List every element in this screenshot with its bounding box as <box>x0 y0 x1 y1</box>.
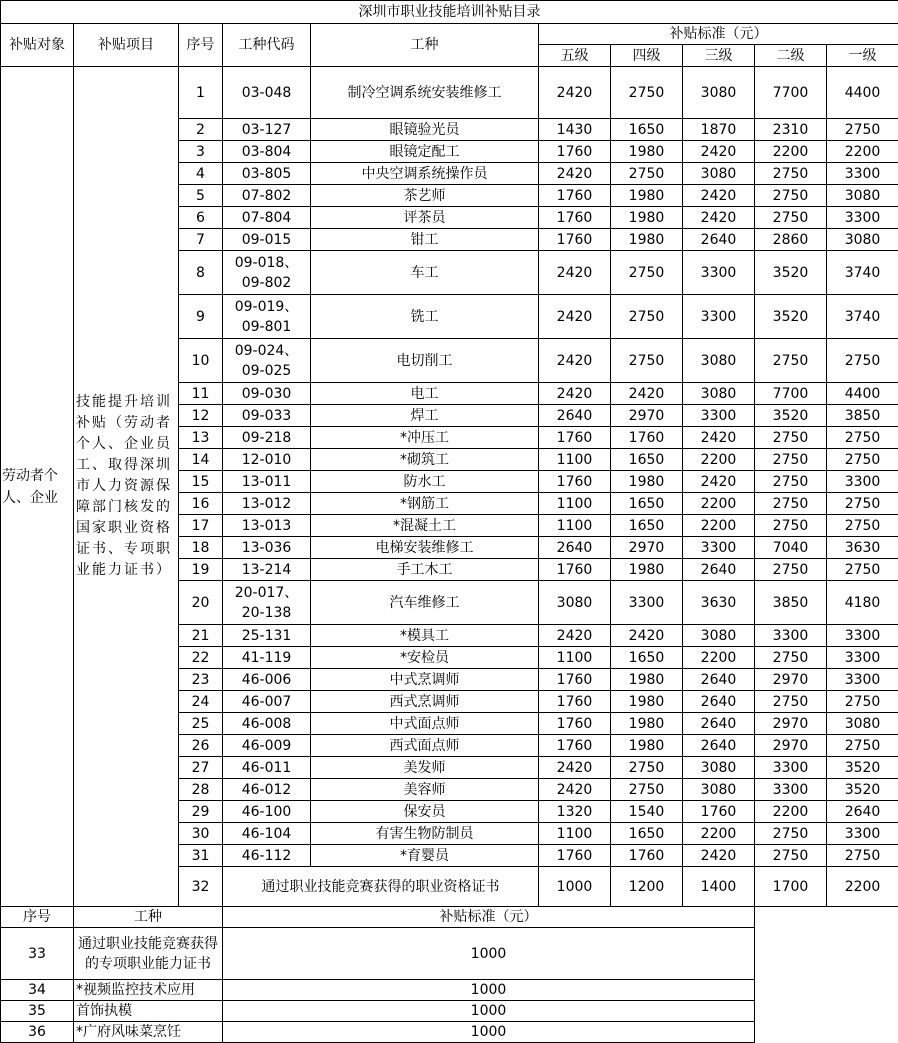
value-cell: 3520 <box>755 405 827 427</box>
trade-cell: *砌筑工 <box>311 449 539 471</box>
code-cell: 46-008 <box>223 713 311 735</box>
value-cell: 2970 <box>755 669 827 691</box>
code-cell: 25-131 <box>223 625 311 647</box>
value-cell: 1650 <box>611 119 683 141</box>
value-cell: 2970 <box>755 713 827 735</box>
value-cell: 2750 <box>755 207 827 229</box>
value-cell: 1100 <box>539 493 611 515</box>
value-cell: 2420 <box>539 67 611 119</box>
value-cell: 4180 <box>827 581 898 625</box>
header-target: 补贴对象 <box>1 24 74 67</box>
code-cell: 09-030 <box>223 383 311 405</box>
value-cell: 2200 <box>683 823 755 845</box>
value-cell: 2420 <box>539 339 611 383</box>
value-cell: 2970 <box>611 405 683 427</box>
value-cell: 1650 <box>611 515 683 537</box>
value-cell: 2750 <box>827 845 898 867</box>
seq-cell: 25 <box>179 713 223 735</box>
trade-cell: 防水工 <box>311 471 539 493</box>
trade-cell: 有害生物防制员 <box>311 823 539 845</box>
value-cell: 1000 <box>223 928 755 980</box>
value-cell: 1650 <box>611 647 683 669</box>
trade-cell: *混凝土工 <box>311 515 539 537</box>
seq-cell: 14 <box>179 449 223 471</box>
value-cell: 1980 <box>611 735 683 757</box>
value-cell: 1700 <box>755 867 827 907</box>
value-cell: 1100 <box>539 449 611 471</box>
trade-cell: 中式烹调师 <box>311 669 539 691</box>
code-line: 20-138 <box>223 603 310 623</box>
value-cell: 3080 <box>827 713 898 735</box>
seq-cell: 19 <box>179 559 223 581</box>
value-cell: 2420 <box>611 625 683 647</box>
seq-cell: 11 <box>179 383 223 405</box>
value-cell: 1000 <box>539 867 611 907</box>
value-cell: 1760 <box>539 229 611 251</box>
seq-cell: 18 <box>179 537 223 559</box>
value-cell: 2750 <box>827 515 898 537</box>
seq-cell: 13 <box>179 427 223 449</box>
value-cell: 2420 <box>611 383 683 405</box>
table-title: 深圳市职业技能培训补贴目录 <box>1 1 898 24</box>
value-cell: 2420 <box>539 295 611 339</box>
value-cell: 1000 <box>223 1022 755 1043</box>
value-cell: 2750 <box>611 779 683 801</box>
subheader-row <box>1 907 898 928</box>
value-cell: 1760 <box>539 845 611 867</box>
value-cell: 7040 <box>755 537 827 559</box>
value-cell: 2750 <box>755 647 827 669</box>
value-cell: 2750 <box>611 757 683 779</box>
code-cell: 13-036 <box>223 537 311 559</box>
value-cell: 1980 <box>611 207 683 229</box>
value-cell: 3080 <box>827 229 898 251</box>
value-cell: 1980 <box>611 471 683 493</box>
value-cell: 3300 <box>827 163 898 185</box>
value-cell: 2750 <box>755 163 827 185</box>
value-cell: 3300 <box>827 823 898 845</box>
value-cell: 2420 <box>539 625 611 647</box>
value-cell: 2750 <box>755 449 827 471</box>
code-cell <box>223 581 311 625</box>
value-cell: 2750 <box>827 559 898 581</box>
value-cell: 1760 <box>683 801 755 823</box>
code-cell: 07-802 <box>223 185 311 207</box>
value-cell: 2200 <box>827 867 898 907</box>
value-cell: 3080 <box>683 163 755 185</box>
value-cell: 1760 <box>539 207 611 229</box>
code-cell: 13-013 <box>223 515 311 537</box>
trade-cell: *钢筋工 <box>311 493 539 515</box>
value-cell: 2640 <box>683 735 755 757</box>
value-cell: 2200 <box>683 647 755 669</box>
seq-cell: 2 <box>179 119 223 141</box>
code-line: 09-802 <box>223 273 310 293</box>
value-cell: 2750 <box>755 427 827 449</box>
value-cell: 2750 <box>611 295 683 339</box>
value-cell: 1760 <box>539 559 611 581</box>
value-cell: 1200 <box>611 867 683 907</box>
seq-cell: 12 <box>179 405 223 427</box>
value-cell: 3300 <box>755 757 827 779</box>
project-cell: 技能提升培训补贴（劳动者个人、企业员工、取得深圳市人力资源保障部门核发的国家职业资格证书、专项职业能力证书） <box>74 67 179 907</box>
value-cell: 1760 <box>539 427 611 449</box>
seq-cell: 32 <box>179 867 223 907</box>
seq-cell: 7 <box>179 229 223 251</box>
code-cell <box>223 251 311 295</box>
code-cell: 09-033 <box>223 405 311 427</box>
value-cell: 2750 <box>611 251 683 295</box>
table-row <box>1 1022 898 1043</box>
code-cell: 12-010 <box>223 449 311 471</box>
value-cell: 3300 <box>683 405 755 427</box>
value-cell: 3300 <box>755 779 827 801</box>
value-cell: 2310 <box>755 119 827 141</box>
value-cell: 1430 <box>539 119 611 141</box>
value-cell: 2200 <box>683 493 755 515</box>
trade-cell: 保安员 <box>311 801 539 823</box>
table-row <box>1 1001 898 1022</box>
value-cell: 2420 <box>539 779 611 801</box>
value-cell: 3300 <box>827 625 898 647</box>
code-cell: 03-048 <box>223 67 311 119</box>
code-cell: 46-007 <box>223 691 311 713</box>
value-cell: 1980 <box>611 713 683 735</box>
seq-cell: 29 <box>179 801 223 823</box>
value-cell: 3080 <box>683 757 755 779</box>
seq-cell: 24 <box>179 691 223 713</box>
seq-cell: 31 <box>179 845 223 867</box>
value-cell: 3300 <box>827 647 898 669</box>
value-cell: 1540 <box>611 801 683 823</box>
seq-cell: 17 <box>179 515 223 537</box>
trade-cell: 通过职业技能竞赛获得的专项职业能力证书 <box>74 928 223 980</box>
code-cell: 03-804 <box>223 141 311 163</box>
seq-cell: 6 <box>179 207 223 229</box>
value-cell: 2970 <box>755 735 827 757</box>
header-level-3: 三级 <box>683 45 755 67</box>
value-cell: 2420 <box>683 845 755 867</box>
value-cell: 2750 <box>755 185 827 207</box>
value-cell: 2750 <box>611 163 683 185</box>
value-cell: 3740 <box>827 251 898 295</box>
value-cell: 2750 <box>755 559 827 581</box>
value-cell: 3300 <box>827 471 898 493</box>
header-project: 补贴项目 <box>74 24 179 67</box>
code-cell: 09-218 <box>223 427 311 449</box>
value-cell: 1760 <box>539 141 611 163</box>
value-cell: 1760 <box>539 735 611 757</box>
value-cell: 2750 <box>755 515 827 537</box>
seq-cell: 1 <box>179 67 223 119</box>
seq-cell: 16 <box>179 493 223 515</box>
trade-cell: 焊工 <box>311 405 539 427</box>
value-cell: 3080 <box>683 625 755 647</box>
value-cell: 3300 <box>683 251 755 295</box>
trade-cell: *冲压工 <box>311 427 539 449</box>
code-cell: 09-015 <box>223 229 311 251</box>
code-cell: 03-127 <box>223 119 311 141</box>
value-cell: 2750 <box>827 735 898 757</box>
value-cell: 2750 <box>755 493 827 515</box>
trade-cell: 电切削工 <box>311 339 539 383</box>
value-cell: 1650 <box>611 493 683 515</box>
trade-cell: 铣工 <box>311 295 539 339</box>
seq-cell: 35 <box>1 1001 74 1022</box>
value-cell: 2420 <box>539 383 611 405</box>
trade-cell: 首饰执模 <box>74 1001 223 1022</box>
trade-cell: 中央空调系统操作员 <box>311 163 539 185</box>
code-line: 09-018、 <box>223 253 310 273</box>
code-line: 20-017、 <box>223 583 310 603</box>
value-cell: 1400 <box>683 867 755 907</box>
value-cell: 2420 <box>539 163 611 185</box>
value-cell: 2640 <box>683 691 755 713</box>
code-cell: 46-112 <box>223 845 311 867</box>
value-cell: 7700 <box>755 383 827 405</box>
value-cell: 2420 <box>683 471 755 493</box>
value-cell: 2750 <box>755 691 827 713</box>
value-cell: 1980 <box>611 141 683 163</box>
value-cell: 4400 <box>827 383 898 405</box>
table-row <box>1 67 898 119</box>
code-cell: 46-006 <box>223 669 311 691</box>
trade-cell: 眼镜验光员 <box>311 119 539 141</box>
value-cell: 2750 <box>827 427 898 449</box>
seq-cell: 5 <box>179 185 223 207</box>
value-cell: 2750 <box>755 339 827 383</box>
header-standard: 补贴标准（元） <box>539 24 898 45</box>
seq-cell: 10 <box>179 339 223 383</box>
value-cell: 2640 <box>683 229 755 251</box>
value-cell: 1760 <box>539 669 611 691</box>
seq-cell: 36 <box>1 1022 74 1043</box>
value-cell: 1650 <box>611 823 683 845</box>
seq-cell: 33 <box>1 928 74 980</box>
value-cell: 2420 <box>539 251 611 295</box>
value-cell: 3630 <box>827 537 898 559</box>
value-cell: 3080 <box>827 185 898 207</box>
value-cell: 1980 <box>611 229 683 251</box>
seq-cell: 9 <box>179 295 223 339</box>
value-cell: 1000 <box>223 980 755 1001</box>
trade-cell: 美容师 <box>311 779 539 801</box>
value-cell: 2750 <box>827 691 898 713</box>
value-cell: 1980 <box>611 559 683 581</box>
header-code: 工种代码 <box>223 24 311 67</box>
seq-cell: 8 <box>179 251 223 295</box>
seq-cell: 23 <box>179 669 223 691</box>
header-level-4: 四级 <box>611 45 683 67</box>
value-cell: 3520 <box>827 757 898 779</box>
trade-cell: *安检员 <box>311 647 539 669</box>
seq-cell: 34 <box>1 980 74 1001</box>
trade-cell: 评茶员 <box>311 207 539 229</box>
code-cell: 13-011 <box>223 471 311 493</box>
value-cell: 2640 <box>539 537 611 559</box>
seq-cell: 30 <box>179 823 223 845</box>
value-cell: 3300 <box>611 581 683 625</box>
seq-cell: 27 <box>179 757 223 779</box>
value-cell: 1980 <box>611 691 683 713</box>
code-cell: 46-012 <box>223 779 311 801</box>
trade-cell: 西式面点师 <box>311 735 539 757</box>
seq-cell: 3 <box>179 141 223 163</box>
trade-cell: *广府风味菜烹饪 <box>74 1022 223 1043</box>
value-cell: 1760 <box>539 691 611 713</box>
value-cell: 1980 <box>611 669 683 691</box>
value-cell: 2750 <box>827 119 898 141</box>
value-cell: 2420 <box>683 207 755 229</box>
seq-cell: 4 <box>179 163 223 185</box>
value-cell: 1760 <box>539 185 611 207</box>
value-cell: 1100 <box>539 823 611 845</box>
table-row <box>1 928 898 980</box>
value-cell: 2200 <box>683 515 755 537</box>
value-cell: 1100 <box>539 515 611 537</box>
seq-cell: 21 <box>179 625 223 647</box>
value-cell: 1980 <box>611 185 683 207</box>
value-cell: 2200 <box>683 449 755 471</box>
value-cell: 3740 <box>827 295 898 339</box>
value-cell: 3630 <box>683 581 755 625</box>
trade-cell: 钳工 <box>311 229 539 251</box>
value-cell: 2420 <box>683 141 755 163</box>
code-cell: 13-012 <box>223 493 311 515</box>
code-cell: 46-011 <box>223 757 311 779</box>
value-cell: 3520 <box>755 295 827 339</box>
trade-cell: 美发师 <box>311 757 539 779</box>
value-cell: 2750 <box>611 339 683 383</box>
trade-cell: 通过职业技能竞赛获得的职业资格证书 <box>223 867 539 907</box>
trade-cell: 制冷空调系统安装维修工 <box>311 67 539 119</box>
value-cell: 3520 <box>755 251 827 295</box>
code-cell: 07-804 <box>223 207 311 229</box>
value-cell: 3300 <box>827 207 898 229</box>
trade-cell: 车工 <box>311 251 539 295</box>
trade-cell: *视频监控技术应用 <box>74 980 223 1001</box>
value-cell: 3300 <box>827 669 898 691</box>
value-cell: 1760 <box>539 713 611 735</box>
code-cell: 41-119 <box>223 647 311 669</box>
value-cell: 2640 <box>683 713 755 735</box>
trade-cell: 茶艺师 <box>311 185 539 207</box>
value-cell: 2640 <box>683 669 755 691</box>
value-cell: 3080 <box>683 339 755 383</box>
value-cell: 2640 <box>683 559 755 581</box>
value-cell: 3080 <box>683 67 755 119</box>
value-cell: 3850 <box>827 405 898 427</box>
value-cell: 2860 <box>755 229 827 251</box>
value-cell: 1760 <box>611 427 683 449</box>
value-cell: 2200 <box>755 141 827 163</box>
seq-cell: 15 <box>179 471 223 493</box>
value-cell: 2970 <box>611 537 683 559</box>
value-cell: 7700 <box>755 67 827 119</box>
value-cell: 1760 <box>611 845 683 867</box>
code-cell: 46-009 <box>223 735 311 757</box>
value-cell: 2420 <box>539 757 611 779</box>
value-cell: 3300 <box>683 537 755 559</box>
seq-cell: 28 <box>179 779 223 801</box>
header-trade: 工种 <box>311 24 539 67</box>
value-cell: 3300 <box>755 625 827 647</box>
trade-cell: 手工木工 <box>311 559 539 581</box>
code-cell: 03-805 <box>223 163 311 185</box>
value-cell: 3080 <box>539 581 611 625</box>
value-cell: 2640 <box>827 801 898 823</box>
value-cell: 2750 <box>611 67 683 119</box>
value-cell: 1000 <box>223 1001 755 1022</box>
value-cell: 2750 <box>755 823 827 845</box>
value-cell: 3300 <box>683 295 755 339</box>
trade-cell: 眼镜定配工 <box>311 141 539 163</box>
value-cell: 3080 <box>683 383 755 405</box>
code-cell: 46-104 <box>223 823 311 845</box>
value-cell: 1760 <box>539 471 611 493</box>
code-cell <box>223 295 311 339</box>
value-cell: 2750 <box>827 493 898 515</box>
code-cell: 46-100 <box>223 801 311 823</box>
subheader-trade: 工种 <box>74 907 223 928</box>
trade-cell: 西式烹调师 <box>311 691 539 713</box>
value-cell: 2200 <box>827 141 898 163</box>
trade-cell: *育婴员 <box>311 845 539 867</box>
value-cell: 2640 <box>539 405 611 427</box>
value-cell: 3520 <box>827 779 898 801</box>
value-cell: 3080 <box>683 779 755 801</box>
code-cell <box>223 339 311 383</box>
trade-cell: 中式面点师 <box>311 713 539 735</box>
value-cell: 4400 <box>827 67 898 119</box>
value-cell: 1650 <box>611 449 683 471</box>
code-line: 09-801 <box>223 317 310 337</box>
seq-cell: 26 <box>179 735 223 757</box>
header-level-5: 五级 <box>539 45 611 67</box>
code-line: 09-025 <box>223 361 310 381</box>
trade-cell: 电工 <box>311 383 539 405</box>
code-cell: 13-214 <box>223 559 311 581</box>
value-cell: 2750 <box>755 845 827 867</box>
code-line: 09-019、 <box>223 297 310 317</box>
seq-cell: 22 <box>179 647 223 669</box>
table-row <box>1 980 898 1001</box>
value-cell: 3850 <box>755 581 827 625</box>
header-level-2: 二级 <box>755 45 827 67</box>
trade-cell: 汽车维修工 <box>311 581 539 625</box>
trade-cell: 电梯安装维修工 <box>311 537 539 559</box>
value-cell: 2750 <box>755 471 827 493</box>
header-seq: 序号 <box>179 24 223 67</box>
trade-cell: *模具工 <box>311 625 539 647</box>
target-cell: 劳动者个人、企业 <box>1 67 74 907</box>
value-cell: 2200 <box>755 801 827 823</box>
subheader-seq: 序号 <box>1 907 74 928</box>
header-level-1: 一级 <box>827 45 898 67</box>
value-cell: 1870 <box>683 119 755 141</box>
value-cell: 2750 <box>827 449 898 471</box>
code-line: 09-024、 <box>223 341 310 361</box>
value-cell: 2420 <box>683 427 755 449</box>
value-cell: 1320 <box>539 801 611 823</box>
value-cell: 2750 <box>827 339 898 383</box>
value-cell: 2420 <box>683 185 755 207</box>
value-cell: 1100 <box>539 647 611 669</box>
subheader-standard: 补贴标准（元） <box>223 907 755 928</box>
seq-cell: 20 <box>179 581 223 625</box>
